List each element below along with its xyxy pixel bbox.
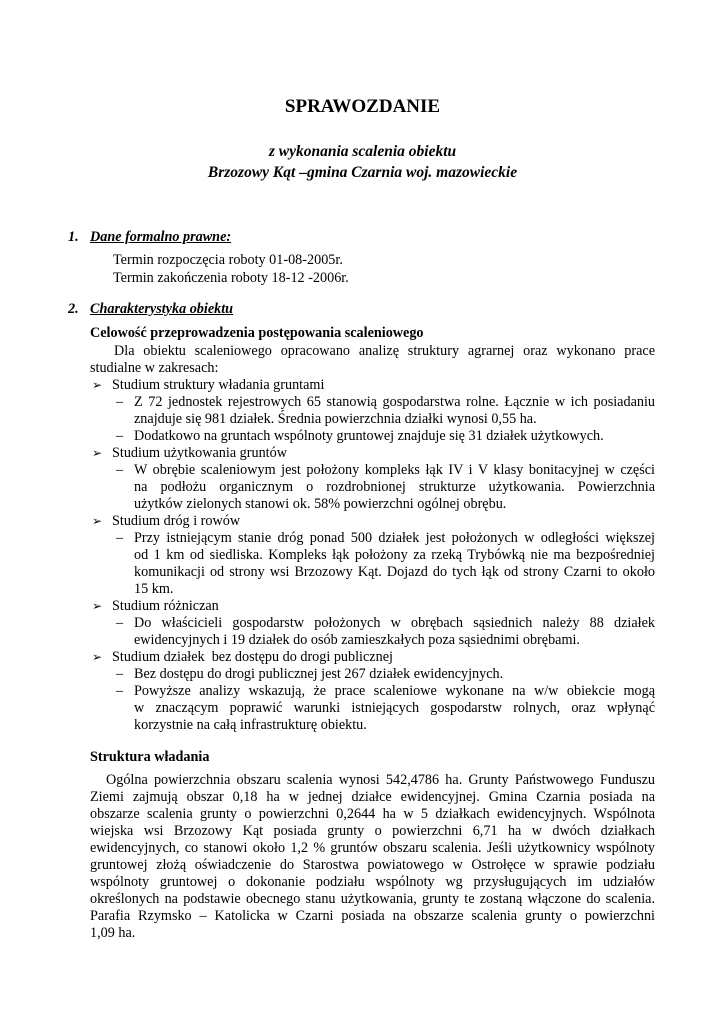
ownership-paragraph-line9: Parafia Rzymsko – Katolicka w Czarni posiada na obszarze scalenia grunty o powierzchni bbox=[90, 908, 655, 924]
ownership-paragraph-line8: określonych na podstawie obecnego stanu użytkowania, grunty te zostaną włączone do scalenia. bbox=[90, 891, 655, 907]
arrow-bullet-icon: ➢ bbox=[92, 514, 103, 528]
arrow-bullet-icon: ➢ bbox=[92, 378, 103, 392]
study4-title: Studium różniczan bbox=[112, 598, 219, 614]
section1-title: Dane formalno prawne: bbox=[90, 229, 232, 245]
study2-item1-line1: W obrębie scaleniowym jest położony kompleks łąk IV i V klasy bonitacyjnej w części bbox=[134, 462, 655, 478]
dash-bullet-icon: – bbox=[116, 428, 124, 444]
section2-number: 2. bbox=[68, 301, 79, 317]
study5-item2-line3: korzystnie na całą infrastrukturę obiektu. bbox=[134, 717, 367, 733]
section1-number: 1. bbox=[68, 229, 79, 245]
study3-item1-line1: Przy istniejącym stanie dróg ponad 500 działek jest położonych w odległości większej bbox=[134, 530, 655, 546]
study3-item1-line3: komunikacji od strony wsi Brzozowy Kąt. Dojazd do tych łąk od strony Czarni to około bbox=[134, 564, 655, 580]
study2-item1-line3: użytków zielonych stanowi ok. 58% powierzchni ogólnej obrębu. bbox=[134, 496, 507, 512]
section1-heading bbox=[68, 229, 231, 246]
study2-item1-line2: na podłożu organicznym o rozdrobnionej strukturze użytkowania. Powierzchnia bbox=[134, 479, 655, 495]
ownership-paragraph-line10: 1,09 ha. bbox=[90, 925, 136, 941]
study5-item1-line1: Bez dostępu do drogi publicznej jest 267 działek ewidencyjnych. bbox=[134, 666, 504, 682]
ownership-paragraph-line6: gruntowej złożą oświadczenie do Starostwa powiatowego w Ostrołęce w sprawie podziału bbox=[90, 857, 655, 873]
study1-title: Studium struktury władania gruntami bbox=[112, 377, 325, 393]
arrow-bullet-icon: ➢ bbox=[92, 446, 103, 460]
arrow-bullet-icon: ➢ bbox=[92, 650, 103, 664]
study3-item1-line2: od 1 km od siedliska. Kompleks łąk położony za rzeką Trybówką nie ma bezpośredniej bbox=[134, 547, 655, 563]
study5-item2-line1: Powyższe analizy wskazują, że prace scaleniowe wykonane na w/w obiekcie mogą bbox=[134, 683, 655, 699]
dash-bullet-icon: – bbox=[116, 530, 124, 546]
study1-item1-line1: Z 72 jednostek rejestrowych 65 stanowią gospodarstwa rolne. Łącznie w ich posiadaniu bbox=[134, 394, 655, 410]
dash-bullet-icon: – bbox=[116, 394, 124, 410]
dash-bullet-icon: – bbox=[116, 666, 124, 682]
study3-title: Studium dróg i rowów bbox=[112, 513, 241, 529]
document-subtitle-line1: z wykonania scalenia obiektu bbox=[268, 143, 457, 160]
section2-title: Charakterystyka obiektu bbox=[90, 301, 234, 317]
start-date-line: Termin rozpoczęcia roboty 01-08-2005r. bbox=[113, 252, 343, 268]
ownership-heading: Struktura władania bbox=[90, 749, 210, 765]
ownership-paragraph-line2: Ziemi zajmują obszar 0,18 ha w jednej działce ewidencyjnej. Gmina Czarnia posiada na bbox=[90, 789, 655, 805]
study2-title: Studium użytkowania gruntów bbox=[112, 445, 287, 461]
dash-bullet-icon: – bbox=[116, 615, 124, 631]
section2-subheading: Celowość przeprowadzenia postępowania scaleniowego bbox=[90, 325, 424, 341]
arrow-bullet-icon: ➢ bbox=[92, 599, 103, 613]
document-title: SPRAWOZDANIE bbox=[284, 96, 441, 117]
study5-title: Studium działek bez dostępu do drogi publicznej bbox=[112, 649, 393, 665]
dash-bullet-icon: – bbox=[116, 683, 124, 699]
study3-item1-line4: 15 km. bbox=[134, 581, 174, 597]
ownership-paragraph-line4: wiejska wsi Brzozowy Kąt posiada grunty o powierzchni 6,71 ha w dwóch działkach bbox=[90, 823, 655, 839]
intro-line1: Dla obiektu scaleniowego opracowano analizę struktury agrarnej oraz wykonano prace bbox=[114, 343, 655, 359]
document-subtitle-line2: Brzozowy Kąt –gmina Czarnia woj. mazowieckie bbox=[207, 164, 518, 181]
study4-item1-line2: ewidencyjnych i 19 działek do osób zamieszkałych poza sąsiednimi obrębami. bbox=[134, 632, 580, 648]
study1-item1-line2: znajduje się 981 działek. Średnia powierzchnia działki wynosi 0,55 ha. bbox=[134, 411, 537, 427]
end-date-line: Termin zakończenia roboty 18-12 -2006r. bbox=[113, 270, 349, 286]
intro-line2: studialne w zakresach: bbox=[90, 360, 219, 376]
section2-heading bbox=[68, 301, 233, 318]
study5-item2-line2: w znaczącym poprawić warunki istniejących gospodarstw rolnych, oraz wpłynąć bbox=[134, 700, 655, 716]
ownership-paragraph-line1: Ogólna powierzchnia obszaru scalenia wynosi 542,4786 ha. Grunty Państwowego Funduszu bbox=[106, 772, 655, 788]
ownership-paragraph-line7: wspólnoty gruntowej o dokonanie podziału wspólnoty wg przysługujących im udziałów bbox=[90, 874, 655, 890]
study4-item1-line1: Do właścicieli gospodarstw położonych w obrębach sąsiednich należy 88 działek bbox=[134, 615, 655, 631]
ownership-paragraph-line3: obszarze scalenia grunty o powierzchni 0,2644 ha w 5 działkach ewidencyjnych. Wspólnota bbox=[90, 806, 655, 822]
study1-item2-line1: Dodatkowo na gruntach wspólnoty gruntowej znajduje się 31 działek użytkowych. bbox=[134, 428, 604, 444]
ownership-paragraph-line5: ewidencyjnych, co stanowi około 1,2 % gruntów obszaru scalenia. Jeśli użytkownicy wspólnoty bbox=[90, 840, 655, 856]
dash-bullet-icon: – bbox=[116, 462, 124, 478]
